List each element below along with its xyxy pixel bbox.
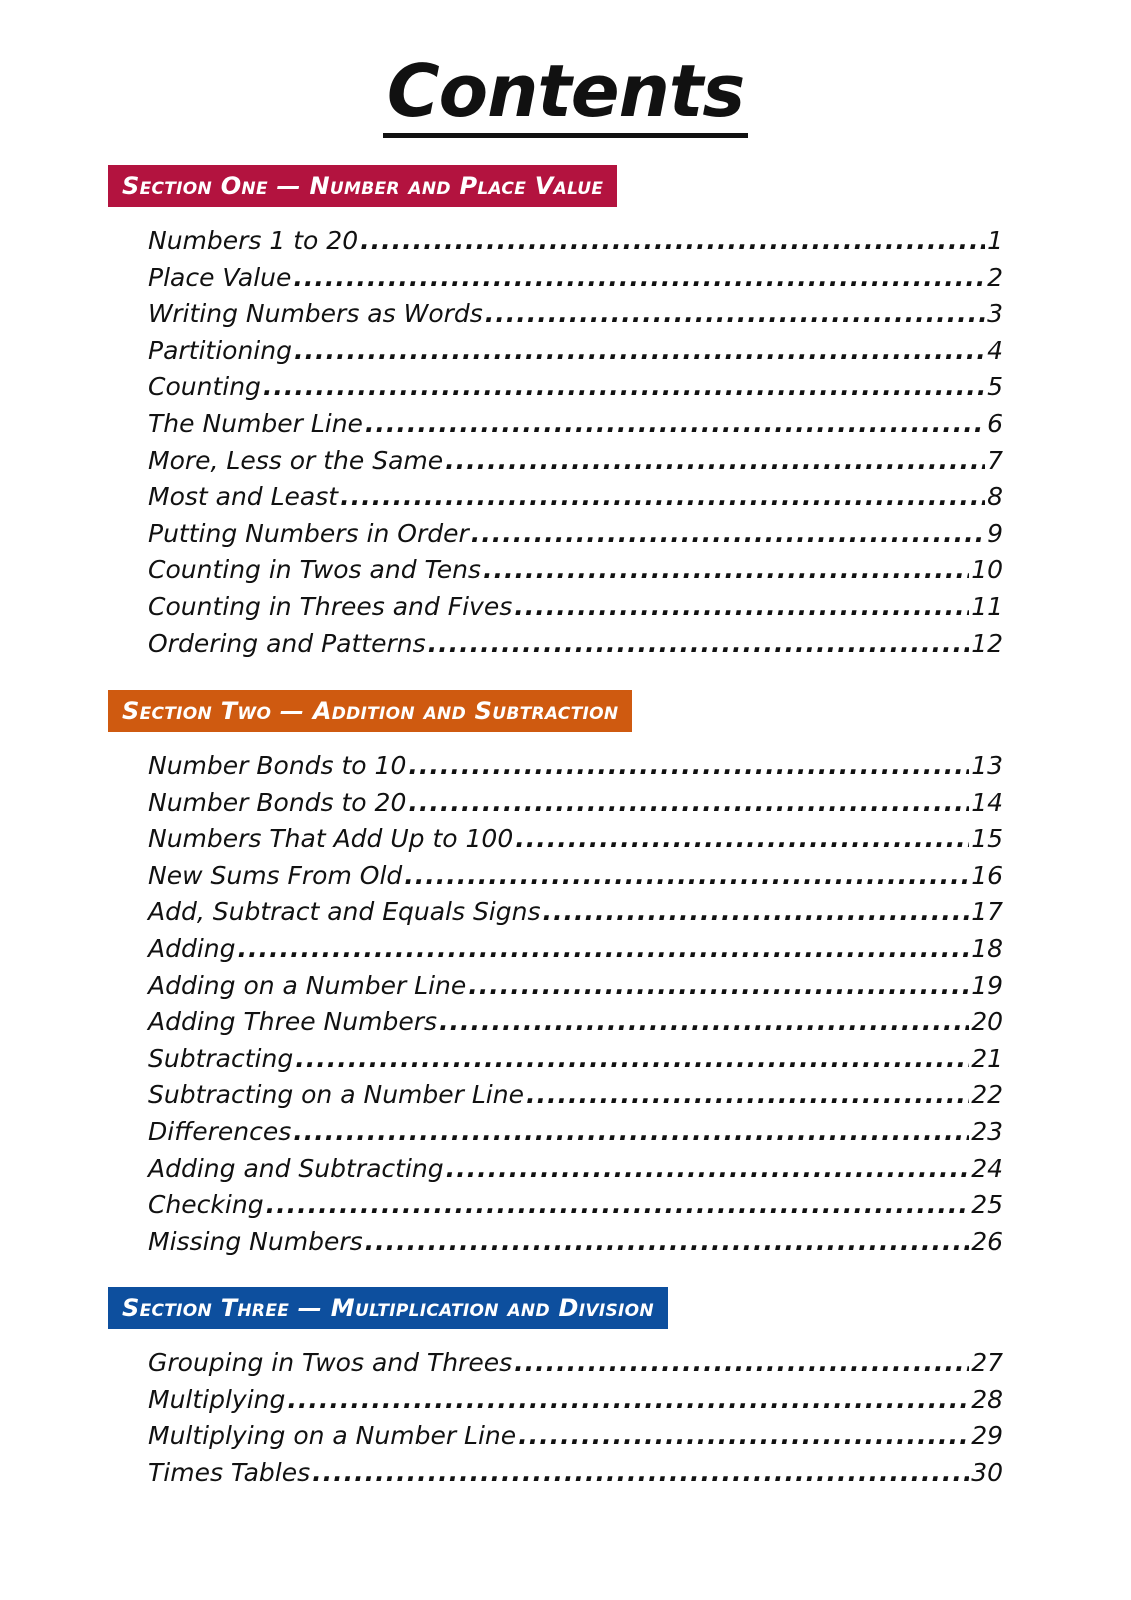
entry-page-number: 5 bbox=[987, 372, 1003, 402]
section-entry-list bbox=[148, 748, 1003, 1260]
entry-page-number: 28 bbox=[971, 1384, 1003, 1414]
section-heading: Section Three — Multiplication and Division bbox=[108, 1287, 668, 1329]
entry-title: Numbers That Add Up to 100 bbox=[148, 824, 514, 854]
toc-entry bbox=[148, 785, 1003, 822]
entry-title: Putting Numbers in Order bbox=[148, 518, 469, 548]
entry-title: New Sums From Old bbox=[148, 860, 403, 890]
entry-title: The Number Line bbox=[148, 408, 363, 438]
entry-title: Multiplying bbox=[148, 1384, 286, 1414]
section-heading: Section Two — Addition and Subtraction bbox=[108, 690, 632, 732]
toc-entry bbox=[148, 858, 1003, 895]
section-entry-list bbox=[148, 223, 1003, 662]
dot-leader bbox=[428, 626, 970, 663]
entry-title: Place Value bbox=[148, 262, 292, 292]
entry-title: Grouping in Twos and Threes bbox=[148, 1348, 513, 1377]
dot-leader bbox=[471, 516, 985, 553]
dot-leader bbox=[266, 1187, 970, 1224]
toc-entry bbox=[148, 931, 1003, 968]
toc-entry bbox=[148, 552, 1003, 589]
entry-page-number: 13 bbox=[971, 751, 1003, 780]
entry-page-number: 14 bbox=[971, 787, 1003, 817]
dot-leader bbox=[408, 785, 969, 822]
section-one bbox=[108, 165, 1003, 662]
dot-leader bbox=[294, 333, 985, 370]
page-title: Contents bbox=[0, 52, 1131, 131]
entry-page-number: 15 bbox=[971, 824, 1003, 854]
entry-page-number: 20 bbox=[971, 1007, 1003, 1037]
entry-page-number: 4 bbox=[987, 335, 1003, 365]
dot-leader bbox=[445, 443, 985, 480]
dot-leader bbox=[404, 858, 969, 895]
toc-entry bbox=[148, 479, 1003, 516]
entry-title: Differences bbox=[148, 1116, 292, 1146]
toc-entry bbox=[148, 1224, 1003, 1261]
section-two bbox=[108, 690, 1003, 1260]
entry-title: Ordering and Patterns bbox=[148, 628, 426, 658]
entry-title: Adding bbox=[148, 933, 236, 963]
toc-entry bbox=[148, 821, 1003, 858]
toc-entry bbox=[148, 626, 1003, 663]
dot-leader bbox=[295, 1041, 969, 1078]
toc-entry bbox=[148, 1187, 1003, 1224]
dot-leader bbox=[514, 589, 969, 626]
dot-leader bbox=[408, 748, 969, 785]
entry-title: Checking bbox=[148, 1190, 264, 1220]
toc-entry bbox=[148, 406, 1003, 443]
toc-entry bbox=[148, 1004, 1003, 1041]
entry-page-number: 8 bbox=[987, 482, 1003, 512]
entry-title: Most and Least bbox=[148, 482, 339, 512]
entry-title: Adding and Subtracting bbox=[148, 1153, 444, 1183]
entry-page-number: 22 bbox=[971, 1080, 1003, 1110]
entry-page-number: 29 bbox=[971, 1421, 1003, 1451]
toc-entry bbox=[148, 369, 1003, 406]
toc-entry bbox=[148, 589, 1003, 626]
entry-title: Numbers 1 to 20 bbox=[148, 226, 359, 255]
entry-page-number: 2 bbox=[987, 262, 1003, 292]
entry-page-number: 10 bbox=[971, 555, 1003, 585]
entry-page-number: 21 bbox=[971, 1043, 1003, 1073]
dot-leader bbox=[515, 821, 969, 858]
dot-leader bbox=[439, 1004, 969, 1041]
toc-entry bbox=[148, 333, 1003, 370]
dot-leader bbox=[485, 296, 985, 333]
toc-entry bbox=[148, 296, 1003, 333]
toc-entry bbox=[148, 1345, 1003, 1382]
toc-entry bbox=[148, 1151, 1003, 1188]
dot-leader bbox=[365, 1224, 970, 1261]
entry-title: Counting in Threes and Fives bbox=[148, 591, 513, 621]
entry-title: Add, Subtract and Equals Signs bbox=[148, 897, 541, 927]
dot-leader bbox=[446, 1151, 970, 1188]
toc-entry bbox=[148, 1077, 1003, 1114]
toc-entry bbox=[148, 1382, 1003, 1419]
dot-leader bbox=[287, 1382, 969, 1419]
entry-title: Subtracting bbox=[148, 1043, 294, 1073]
dot-leader bbox=[263, 369, 985, 406]
section-heading: Section One — Number and Place Value bbox=[108, 165, 617, 207]
dot-leader bbox=[518, 1418, 969, 1455]
dot-leader bbox=[365, 406, 985, 443]
dot-leader bbox=[293, 1114, 969, 1151]
section-three bbox=[108, 1287, 1003, 1491]
entry-title: More, Less or the Same bbox=[148, 445, 444, 475]
entry-page-number: 6 bbox=[987, 408, 1003, 438]
toc-entry bbox=[148, 1041, 1003, 1078]
dot-leader bbox=[238, 931, 970, 968]
entry-page-number: 3 bbox=[987, 299, 1003, 329]
toc-entry bbox=[148, 516, 1003, 553]
dot-leader bbox=[543, 894, 970, 931]
dot-leader bbox=[483, 552, 969, 589]
entry-title: Times Tables bbox=[148, 1457, 311, 1487]
entry-title: Number Bonds to 20 bbox=[148, 787, 407, 817]
entry-page-number: 12 bbox=[971, 628, 1003, 658]
dot-leader bbox=[360, 223, 985, 260]
section-entry-list bbox=[148, 1345, 1003, 1491]
entry-title: Writing Numbers as Words bbox=[148, 299, 483, 329]
toc-entry bbox=[148, 968, 1003, 1005]
entry-page-number: 26 bbox=[971, 1226, 1003, 1256]
entry-page-number: 30 bbox=[971, 1457, 1003, 1487]
entry-title: Multiplying on a Number Line bbox=[148, 1421, 517, 1451]
toc-entry bbox=[148, 260, 1003, 297]
entry-title: Adding on a Number Line bbox=[148, 970, 467, 1000]
dot-leader bbox=[312, 1455, 969, 1492]
entry-page-number: 17 bbox=[971, 897, 1003, 927]
toc-entry bbox=[148, 1418, 1003, 1455]
toc-entry bbox=[148, 1455, 1003, 1492]
dot-leader bbox=[526, 1077, 969, 1114]
dot-leader bbox=[468, 968, 969, 1005]
entry-page-number: 27 bbox=[971, 1348, 1003, 1377]
entry-title: Partitioning bbox=[148, 335, 292, 365]
dot-leader bbox=[340, 479, 985, 516]
toc-entry bbox=[148, 443, 1003, 480]
toc-entry bbox=[148, 1114, 1003, 1151]
entry-title: Missing Numbers bbox=[148, 1226, 363, 1256]
toc-entry bbox=[148, 894, 1003, 931]
entry-title: Subtracting on a Number Line bbox=[148, 1080, 524, 1110]
entry-page-number: 25 bbox=[971, 1190, 1003, 1220]
entry-page-number: 9 bbox=[987, 518, 1003, 548]
entry-title: Counting bbox=[148, 372, 261, 402]
entry-page-number: 16 bbox=[971, 860, 1003, 890]
entry-page-number: 11 bbox=[971, 591, 1003, 621]
entry-page-number: 18 bbox=[971, 933, 1003, 963]
toc-entry bbox=[148, 748, 1003, 785]
toc-entry bbox=[148, 223, 1003, 260]
dot-leader bbox=[293, 260, 985, 297]
entry-page-number: 7 bbox=[987, 445, 1003, 475]
dot-leader bbox=[514, 1345, 969, 1382]
entry-page-number: 23 bbox=[971, 1116, 1003, 1146]
entry-page-number: 1 bbox=[987, 226, 1003, 255]
entry-title: Counting in Twos and Tens bbox=[148, 555, 481, 585]
entry-title: Adding Three Numbers bbox=[148, 1007, 438, 1037]
entry-page-number: 19 bbox=[971, 970, 1003, 1000]
entry-title: Number Bonds to 10 bbox=[148, 751, 407, 780]
entry-page-number: 24 bbox=[971, 1153, 1003, 1183]
